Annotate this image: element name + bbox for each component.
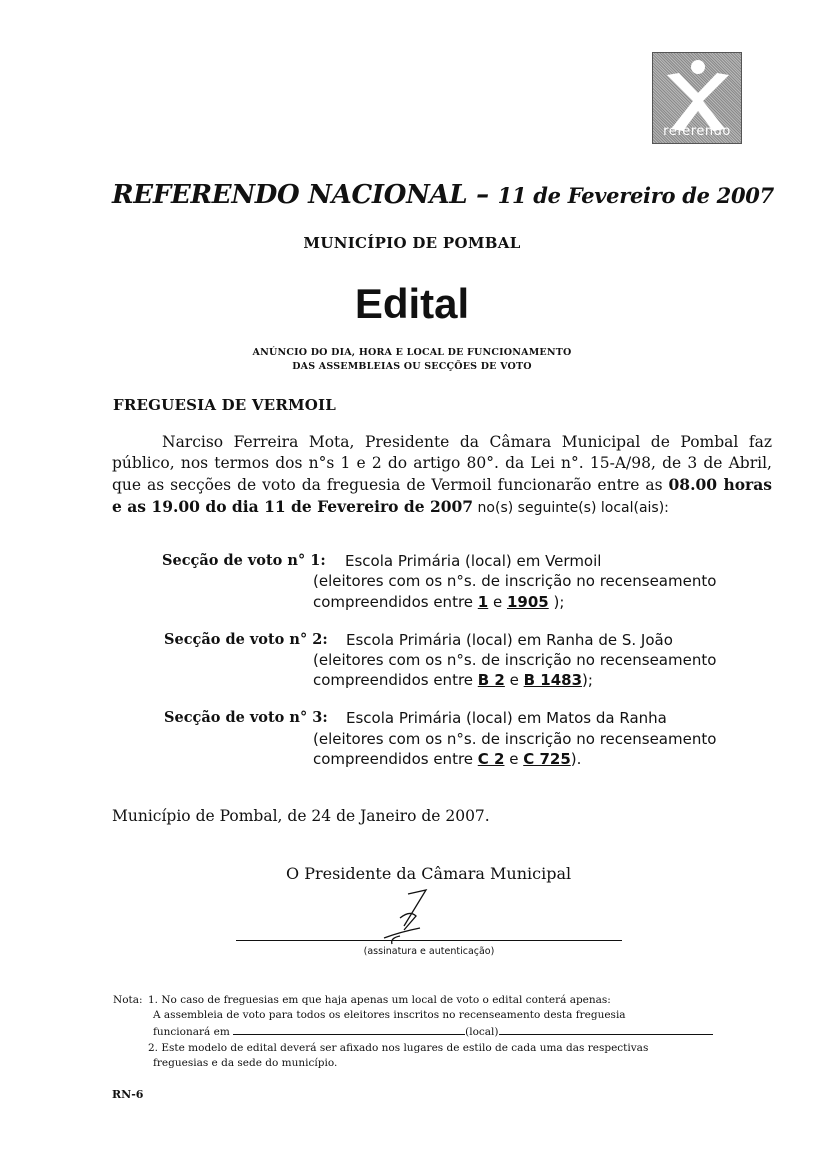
section-3-range-end: ). <box>570 750 582 768</box>
note-1-fill-label: funcionará em <box>153 1026 230 1038</box>
note-label: Nota: <box>113 994 143 1006</box>
president-title: O Presidente da Câmara Municipal <box>286 864 572 883</box>
signature-line <box>236 940 622 941</box>
document-title <box>112 180 792 210</box>
note-1-fill-local: (local) <box>465 1026 499 1038</box>
title-date: 11 de Fevereiro de 2007 <box>497 183 774 208</box>
title-separator: – <box>476 180 489 210</box>
section-2-voters: (eleitores com os n°s. de inscrição no recenseamento <box>313 651 717 669</box>
section-2-range <box>313 671 593 689</box>
section-3-range-prefix: compreendidos entre <box>313 750 478 768</box>
note-1-line-3 <box>153 1024 713 1038</box>
section-1-range-joiner: e <box>488 593 507 611</box>
announcement-subheading <box>0 346 824 374</box>
section-1-location: Escola Primária (local) em Vermoil <box>345 552 602 570</box>
section-3-range <box>313 750 581 768</box>
edital-heading: Edital <box>354 280 470 327</box>
freguesia-heading: FREGUESIA DE VERMOIL <box>113 396 337 414</box>
section-2-label: Secção de voto n° 2: <box>164 631 328 648</box>
section-3-voters: (eleitores com os n°s. de inscrição no recenseamento <box>313 730 717 748</box>
announcement-line-2: DAS ASSEMBLEIAS OU SECÇÕES DE VOTO <box>292 361 532 372</box>
note-1-fill-blank-2 <box>499 1024 713 1035</box>
section-1-range-end: ); <box>548 593 565 611</box>
closing-place-date: Município de Pombal, de 24 de Janeiro de 2007. <box>112 807 490 825</box>
section-3-range-to: C 725 <box>523 750 571 768</box>
signature-caption: (assinatura e autenticação) <box>363 946 495 957</box>
title-main: REFERENDO NACIONAL <box>112 180 468 210</box>
section-1-voters: (eleitores com os n°s. de inscrição no recenseamento <box>313 572 717 590</box>
municipality-heading: MUNICÍPIO DE POMBAL <box>303 234 521 252</box>
section-2-range-end: ); <box>582 671 593 689</box>
handwritten-signature <box>370 888 450 948</box>
section-3-location: Escola Primária (local) em Matos da Ranha <box>346 709 667 727</box>
section-3-range-joiner: e <box>504 750 524 768</box>
section-1-range-prefix: compreendidos entre <box>313 593 478 611</box>
section-2-range-from: B 2 <box>477 671 505 689</box>
section-1-range <box>313 593 564 611</box>
announcement-line-1: ANÚNCIO DO DIA, HORA E LOCAL DE FUNCIONAMENTO <box>252 347 572 358</box>
note-1-line-2: A assembleia de voto para todos os eleitores inscritos no recenseamento desta freguesia <box>153 1009 626 1021</box>
form-code: RN-6 <box>112 1088 144 1101</box>
note-2-line-1: 2. Este modelo de edital deverá ser afixado nos lugares de estilo de cada uma das respectivas <box>148 1042 649 1054</box>
note-1-line-1: 1. No caso de freguesias em que haja apenas um local de voto o edital conterá apenas: <box>148 994 611 1006</box>
section-2-range-prefix: compreendidos entre <box>313 671 478 689</box>
section-1-label: Secção de voto n° 1: <box>162 552 326 569</box>
section-2-range-to: B 1483 <box>523 671 583 689</box>
section-3-label: Secção de voto n° 3: <box>164 709 328 726</box>
intro-paragraph <box>112 432 772 519</box>
section-2-range-joiner: e <box>504 671 524 689</box>
intro-tail: no(s) seguinte(s) local(ais): <box>473 500 669 516</box>
logo-text: referendo <box>663 124 731 139</box>
referendo-logo <box>652 52 742 144</box>
intro-hours: 08.00 horas e as 19.00 do dia 11 de Fevereiro de 2007 <box>112 475 772 516</box>
section-1-range-to: 1905 <box>506 593 549 611</box>
note-1-fill-blank <box>233 1024 465 1035</box>
section-3-range-from: C 2 <box>477 750 505 768</box>
section-2-location: Escola Primária (local) em Ranha de S. João <box>346 631 673 649</box>
intro-text: Narciso Ferreira Mota, Presidente da Câmara Municipal de Pombal faz público, nos termos dos n°s 1 e 2 do artigo 80°. da Lei n°. 15-A/98, de 3 de Abril, que as secções de voto da freguesia de Vermoil funcionarão entre as <box>112 433 772 494</box>
note-2-line-2: freguesias e da sede do município. <box>153 1057 338 1069</box>
section-1-range-from: 1 <box>477 593 489 611</box>
